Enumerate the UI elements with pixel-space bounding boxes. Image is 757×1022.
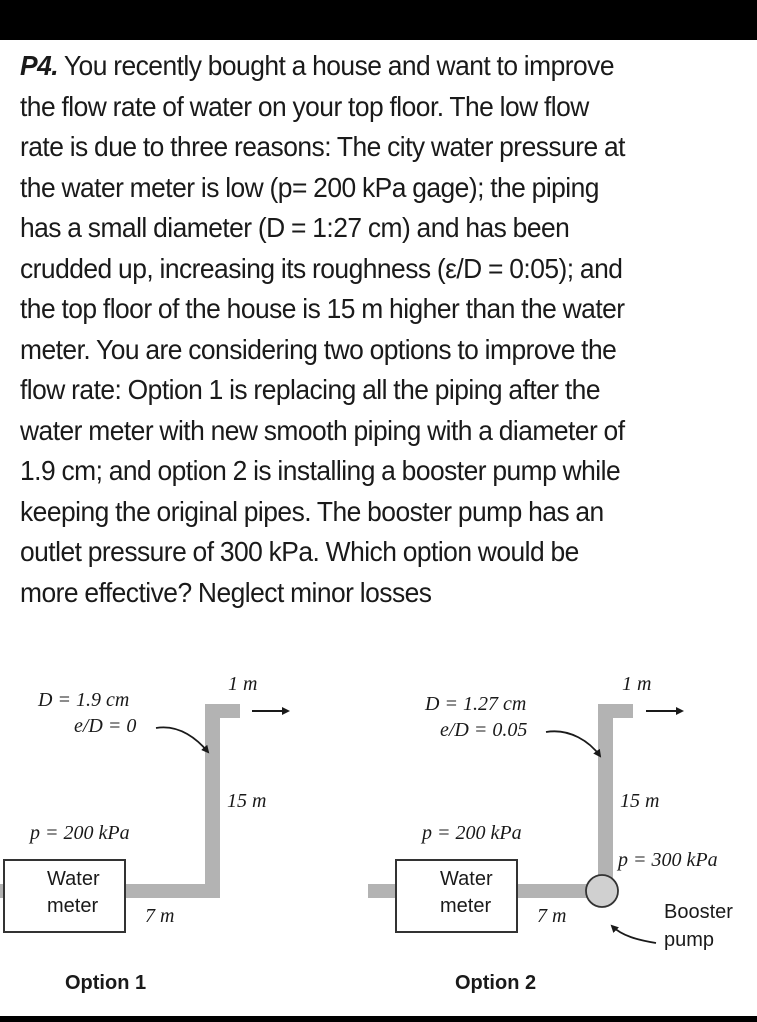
option1-pressure-label: p = 200 kPa: [30, 822, 130, 844]
booster-pump-label-2: pump: [664, 929, 715, 951]
option1-bottom-length: 7 m: [145, 905, 175, 927]
option2-pipe-vertical: [598, 704, 613, 898]
bottom-black-bar: [0, 1016, 757, 1022]
problem-line: the top floor of the house is 15 m higher than the water: [20, 293, 625, 324]
option2-pointer-arrow: [546, 731, 600, 756]
option2-bottom-length: 7 m: [537, 905, 567, 927]
booster-pump-pointer-arrow: [612, 926, 656, 943]
option2-top-length: 1 m: [622, 673, 652, 695]
problem-line: 1.9 cm; and option 2 is installing a booster pump while: [20, 455, 621, 486]
option2-pipe-top: [598, 704, 633, 718]
problem-line: outlet pressure of 300 kPa. Which option would be: [20, 536, 579, 567]
problem-label: P4.: [20, 50, 59, 81]
problem-line: more effective? Neglect minor losses: [20, 576, 432, 608]
problem-line: meter. You are considering two options to improve the: [20, 333, 617, 365]
problem-line: has a small diameter (D = 1:27 cm) and has been: [20, 212, 570, 243]
option1-pipe-vertical: [205, 704, 220, 898]
option1-top-length: 1 m: [228, 673, 258, 695]
option2-diameter-label: D = 1.27 cm: [425, 693, 527, 715]
problem-line: water meter with new smooth piping with a diameter of: [20, 414, 625, 446]
problem-line: keeping the original pipes. The booster pump has an: [20, 495, 604, 527]
option1-height-label: 15 m: [227, 790, 267, 812]
pipe-diagram: [0, 640, 757, 1016]
option1-meter-label-2: meter: [47, 895, 99, 917]
option1-caption: Option 1: [65, 972, 147, 994]
problem-line: crudded up, increasing its roughness (ε/D = 0:05); and: [20, 252, 623, 284]
option1-pointer-arrow: [156, 727, 208, 752]
problem-statement: [20, 46, 711, 613]
problem-line: flow rate: Option 1 is replacing all the piping after the: [20, 374, 600, 405]
option2-diagram: [368, 673, 733, 994]
option1-pipe-top: [205, 704, 240, 718]
problem-line: the flow rate of water on your top floor. The low flow: [20, 90, 589, 122]
problem-line: rate is due to three reasons: The city water pressure at: [20, 131, 625, 162]
booster-pump-label-1: Booster: [664, 901, 733, 923]
option1-diameter-label: D = 1.9 cm: [38, 689, 130, 711]
problem-line: the water meter is low (p= 200 kPa gage); the piping: [20, 171, 599, 203]
option1-roughness-label: e/D = 0: [74, 715, 137, 737]
option2-pump-pressure-label: p = 300 kPa: [618, 849, 718, 871]
option2-meter-label-2: meter: [440, 895, 492, 917]
option2-roughness-label: e/D = 0.05: [440, 719, 528, 741]
option2-height-label: 15 m: [620, 790, 660, 812]
booster-pump-icon: [586, 875, 618, 907]
top-black-bar: [0, 0, 757, 40]
option2-caption: Option 2: [455, 972, 537, 994]
option1-diagram: [0, 673, 288, 994]
option1-meter-label-1: Water: [47, 868, 100, 890]
problem-line: P4. You recently bought a house and want to improve: [20, 50, 615, 81]
option2-meter-label-1: Water: [440, 868, 493, 890]
option2-pressure-label: p = 200 kPa: [422, 822, 522, 844]
